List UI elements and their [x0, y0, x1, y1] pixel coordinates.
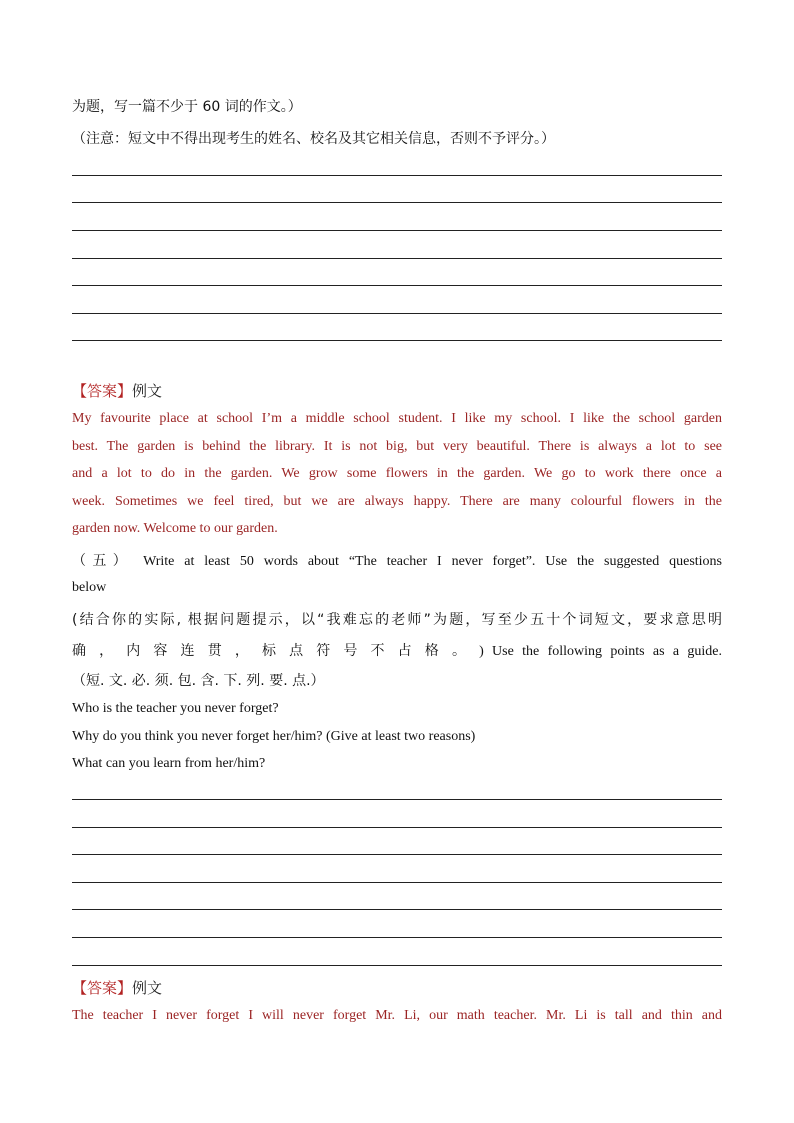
answer-heading-2 — [72, 977, 722, 998]
example-label: 例文 — [132, 382, 163, 400]
section-five-guide: 确 ， 内 容 连 贯 ， 标 点 符 号 不 占 格 。 ) Use the following points as a guide. — [72, 644, 722, 659]
writing-line — [72, 882, 722, 883]
writing-line — [72, 202, 722, 203]
writing-line — [72, 909, 722, 910]
writing-line — [72, 175, 722, 176]
section-five-points-note: （短. 文. 必. 须. 包. 含. 下. 列. 要. 点.） — [72, 673, 325, 689]
example-label: 例文 — [132, 979, 163, 997]
answer-text-line: best. The garden is behind the library. It is not big, but very beautiful. There is always a lot to see — [72, 439, 722, 454]
writing-line — [72, 230, 722, 231]
prompt-note: （注意：短文中不得出现考生的姓名、校名及其它相关信息，否则不予评分。） — [72, 131, 555, 147]
answer-text-line: My favourite place at school I’m a middle school student. I like my school. I like the school garden — [72, 411, 722, 426]
writing-line — [72, 340, 722, 341]
section-five-chinese-instruction: (结合你的实际, 根据问题提示，以“我难忘的老师”为题，写至少五十个词短文，要求意思明 — [72, 612, 722, 628]
answer-text-line: week. Sometimes we feel tired, but we are always happy. There are many colourful flowers in the — [72, 494, 722, 509]
writing-line — [72, 285, 722, 286]
answer-heading-1 — [72, 380, 722, 401]
writing-line — [72, 827, 722, 828]
writing-line — [72, 965, 722, 966]
prompt-continuation: 为题，写一篇不少于 60 词的作文。） — [72, 99, 302, 115]
answer-text-line: The teacher I never forget I will never forget Mr. Li, our math teacher. Mr. Li is tall and thin and — [72, 1008, 722, 1023]
writing-line — [72, 313, 722, 314]
section-five-instruction-cont: below — [72, 580, 107, 595]
section-five-instruction: （五） Write at least 50 words about “The teacher I never forget”. Use the suggested questions — [72, 554, 722, 569]
writing-line — [72, 937, 722, 938]
answer-label: 【答案】 — [72, 382, 133, 400]
answer-text-line: and a lot to do in the garden. We grow some flowers in the garden. We go to work there once a — [72, 466, 722, 481]
answer-text-line: garden now. Welcome to our garden. — [72, 521, 278, 536]
question-item: Why do you think you never forget her/him? (Give at least two reasons) — [72, 729, 476, 744]
writing-line — [72, 799, 722, 800]
writing-line — [72, 258, 722, 259]
question-item: Who is the teacher you never forget? — [72, 701, 279, 716]
answer-label: 【答案】 — [72, 979, 133, 997]
writing-line — [72, 854, 722, 855]
question-item: What can you learn from her/him? — [72, 756, 266, 771]
